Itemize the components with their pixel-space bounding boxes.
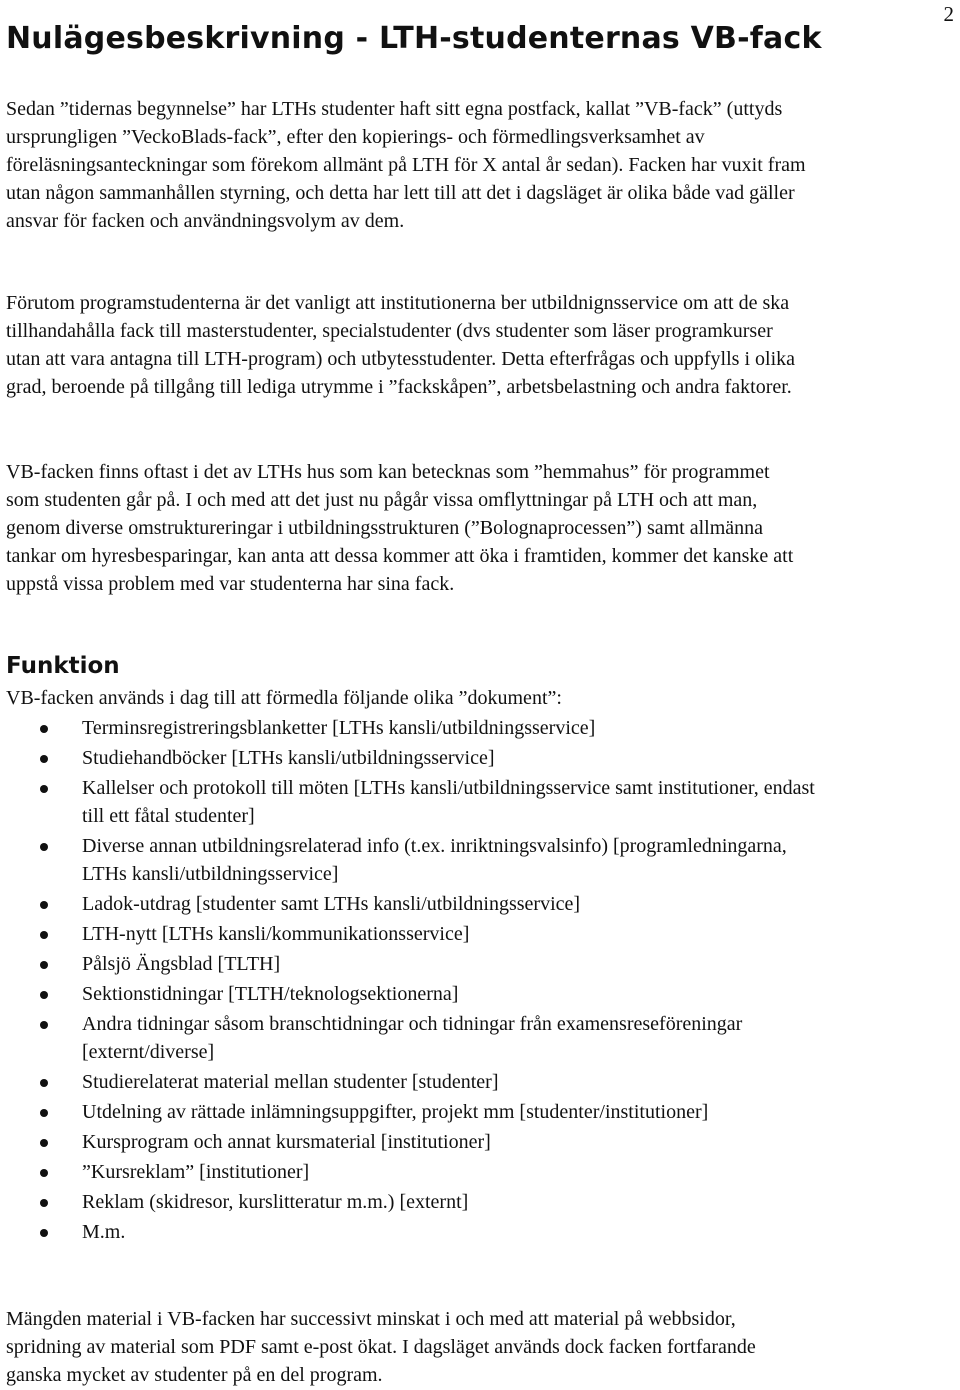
list-item — [0, 774, 820, 830]
list-item-text: Diverse annan utbildningsrelaterad info (t.ex. inriktningsvalsinfo) [programledningarna, LTHs kansli/utbildningsservice] — [82, 835, 787, 885]
list-item — [0, 890, 820, 918]
bullet-icon — [40, 1109, 48, 1117]
bullet-icon — [40, 991, 48, 999]
bullet-icon — [40, 785, 48, 793]
paragraph-location: VB-facken finns oftast i det av LTHs hus som kan betecknas som ”hemmahus” för programmet som studenten går på. I och med att det just nu pågår vissa omflyttningar på LTH och att man, genom diverse omstruktureringar i utbildningsstrukturen (”Bolognaprocessen”) samt allmänna tankar om hyresbesparingar, kan anta att dessa kommer att öka i framtiden, kommer det kanske att uppstå vissa problem med var studenterna har sina fack. — [6, 461, 794, 595]
list-item — [0, 744, 820, 772]
list-item-text: Pålsjö Ängsblad [TLTH] — [82, 953, 281, 975]
list-item — [0, 1010, 820, 1066]
page-title: Nulägesbeskrivning - LTH-studenternas VB-fack — [6, 21, 822, 56]
bullet-icon — [40, 1169, 48, 1177]
paragraph-history: Sedan ”tidernas begynnelse” har LTHs studenter haft sitt egna postfack, kallat ”VB-fack” (uttyds ursprungligen ”VeckoBlads-fack”, efter den kopierings- och förmedlingsverksamhet av föreläsningsanteckningar som förekom allmänt på LTH för X antal år sedan). Facken har vuxit fram utan någon sammanhållen styrning, och detta har lett till att det i dagsläget är olika både vad gäller ansvar för facken och användningsvolym av dem. — [6, 98, 806, 232]
list-item-text: Utdelning av rättade inlämningsuppgifter, projekt mm [studenter/institutioner] — [82, 1101, 709, 1123]
list-item — [0, 1098, 820, 1126]
list-item-text: Terminsregistreringsblanketter [LTHs kansli/utbildningsservice] — [82, 717, 596, 739]
page-number: 2 — [943, 2, 954, 26]
list-item — [0, 1188, 820, 1216]
paragraph-decrease: Mängden material i VB-facken har successivt minskat i och med att material på webbsidor, spridning av material som PDF samt e-post ökat. I dagsläget används dock facken fortfarande ganska mycket av studenter på en del program. — [6, 1308, 756, 1386]
list-item — [0, 980, 820, 1008]
bullet-icon — [40, 725, 48, 733]
bullet-icon — [40, 1199, 48, 1207]
list-item — [0, 714, 820, 742]
list-item — [0, 1218, 820, 1246]
list-item-text: Sektionstidningar [TLTH/teknologsektionerna] — [82, 983, 459, 1005]
section-heading-funktion: Funktion — [6, 653, 120, 679]
list-item — [0, 832, 820, 888]
bullet-icon — [40, 1021, 48, 1029]
list-item — [0, 1128, 820, 1156]
section-intro: VB-facken används i dag till att förmedla följande olika ”dokument”: — [6, 687, 562, 709]
document-type-list — [0, 714, 820, 1248]
bullet-icon — [40, 755, 48, 763]
list-item-text: Studiehandböcker [LTHs kansli/utbildningsservice] — [82, 747, 495, 769]
list-item-text: Ladok-utdrag [studenter samt LTHs kansli/utbildningsservice] — [82, 893, 581, 915]
paragraph-other-students: Förutom programstudenterna är det vanligt att institutionerna ber utbildnignsservice om att de ska tillhandahålla fack till masterstudenter, specialstudenter (dvs studenter som läser programkurser utan att vara antagna till LTH-program) och utbytesstudenter. Detta efterfrågas och uppfylls i olika grad, beroende på tillgång till lediga utrymme i ”fackskåpen”, arbetsbelastning och andra faktorer. — [6, 292, 796, 398]
bullet-icon — [40, 961, 48, 969]
bullet-icon — [40, 1139, 48, 1147]
bullet-icon — [40, 931, 48, 939]
list-item-text: Kursprogram och annat kursmaterial [institutioner] — [82, 1131, 491, 1153]
bullet-icon — [40, 1229, 48, 1237]
list-item — [0, 1068, 820, 1096]
bullet-icon — [40, 901, 48, 909]
bullet-icon — [40, 843, 48, 851]
list-item-text: Reklam (skidresor, kurslitteratur m.m.) [externt] — [82, 1191, 469, 1213]
list-item-text: LTH-nytt [LTHs kansli/kommunikationsservice] — [82, 923, 470, 945]
list-item — [0, 950, 820, 978]
list-item-text: Studierelaterat material mellan studenter [studenter] — [82, 1071, 499, 1093]
bullet-icon — [40, 1079, 48, 1087]
list-item-text: M.m. — [82, 1221, 126, 1243]
list-item-text: ”Kursreklam” [institutioner] — [82, 1161, 310, 1183]
list-item-text: Andra tidningar såsom branschtidningar och tidningar från examensreseföreningar [externt/diverse] — [82, 1013, 743, 1063]
list-item — [0, 1158, 820, 1186]
list-item-text: Kallelser och protokoll till möten [LTHs kansli/utbildningsservice samt institutioner, endast till ett fåtal studenter] — [82, 777, 815, 827]
list-item — [0, 920, 820, 948]
